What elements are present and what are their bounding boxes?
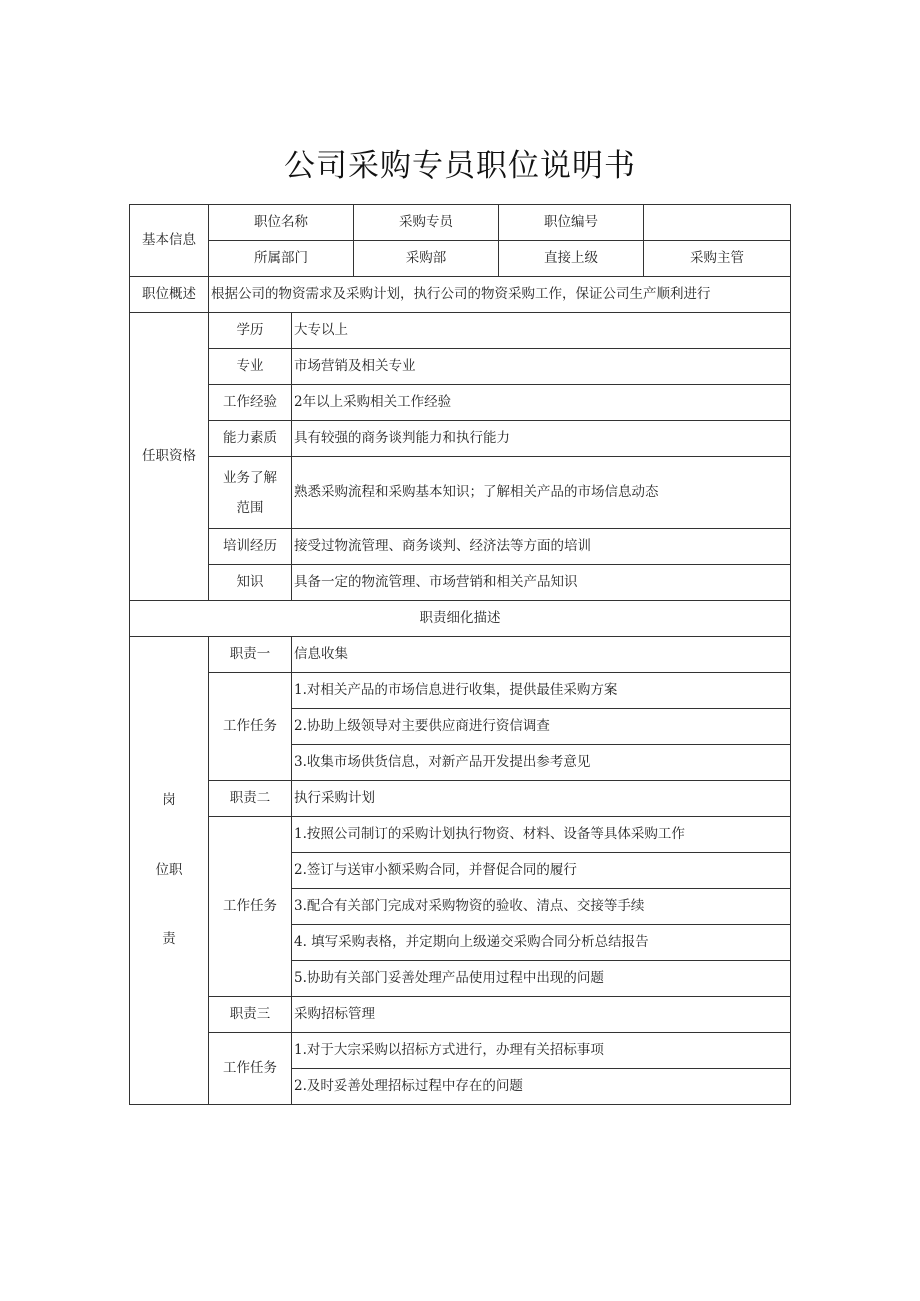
task-item: 1.对于大宗采购以招标方式进行，办理有关招标事项 bbox=[292, 1033, 791, 1069]
duty-title: 执行采购计划 bbox=[292, 781, 791, 817]
task-item: 2.及时妥善处理招标过程中存在的问题 bbox=[292, 1069, 791, 1105]
duties-side-label-part: 岗 bbox=[162, 792, 176, 809]
qualification-value: 具备一定的物流管理、市场营销和相关产品知识 bbox=[292, 565, 791, 601]
qualification-label-line: 业务了解 bbox=[223, 469, 277, 486]
table-row bbox=[130, 529, 791, 565]
qualification-label: 专业 bbox=[209, 349, 292, 385]
basic-info-label: 基本信息 bbox=[130, 205, 209, 277]
spacer bbox=[132, 877, 206, 933]
task-item: 5.协助有关部门妥善处理产品使用过程中出现的问题 bbox=[292, 961, 791, 997]
position-number-value bbox=[644, 205, 791, 241]
table-row bbox=[130, 241, 791, 277]
table-row bbox=[130, 997, 791, 1033]
duties-side-label-part: 位职 bbox=[155, 861, 183, 878]
task-item: 3.收集市场供货信息，对新产品开发提出参考意见 bbox=[292, 745, 791, 781]
table-row bbox=[130, 565, 791, 601]
duties-side-label bbox=[130, 637, 209, 1105]
task-item: 1.按照公司制订的采购计划执行物资、材料、设备等具体采购工作 bbox=[292, 817, 791, 853]
table-row bbox=[130, 601, 791, 637]
qualification-label bbox=[209, 457, 292, 529]
qualification-value: 大专以上 bbox=[292, 313, 791, 349]
duties-side-label-part: 责 bbox=[162, 931, 176, 948]
table-row bbox=[130, 277, 791, 313]
task-item: 2.协助上级领导对主要供应商进行资信调查 bbox=[292, 709, 791, 745]
supervisor-value: 采购主管 bbox=[644, 241, 791, 277]
table-row bbox=[130, 637, 791, 673]
qualification-label: 学历 bbox=[209, 313, 292, 349]
duty-title: 采购招标管理 bbox=[292, 997, 791, 1033]
table-row bbox=[130, 421, 791, 457]
table-row bbox=[130, 1033, 791, 1069]
spacer bbox=[132, 808, 206, 864]
duty-label: 职责三 bbox=[209, 997, 292, 1033]
supervisor-label: 直接上级 bbox=[499, 241, 644, 277]
task-label: 工作任务 bbox=[209, 817, 292, 997]
qualification-label: 培训经历 bbox=[209, 529, 292, 565]
qualifications-label: 任职资格 bbox=[130, 313, 209, 601]
table-row bbox=[130, 457, 791, 529]
qualification-value: 2年以上采购相关工作经验 bbox=[292, 385, 791, 421]
position-number-label: 职位编号 bbox=[499, 205, 644, 241]
table-row bbox=[130, 385, 791, 421]
qualification-value: 具有较强的商务谈判能力和执行能力 bbox=[292, 421, 791, 457]
department-value: 采购部 bbox=[354, 241, 499, 277]
task-item: 2.签订与送审小额采购合同，并督促合同的履行 bbox=[292, 853, 791, 889]
duty-label: 职责二 bbox=[209, 781, 292, 817]
task-item: 4. 填写采购表格，并定期向上级递交采购合同分析总结报告 bbox=[292, 925, 791, 961]
task-label: 工作任务 bbox=[209, 673, 292, 781]
qualification-label: 能力素质 bbox=[209, 421, 292, 457]
duty-title: 信息收集 bbox=[292, 637, 791, 673]
task-label: 工作任务 bbox=[209, 1033, 292, 1105]
table-row bbox=[130, 781, 791, 817]
overview-text: 根据公司的物资需求及采购计划，执行公司的物资采购工作，保证公司生产顺利进行 bbox=[209, 277, 791, 313]
position-name-value: 采购专员 bbox=[354, 205, 499, 241]
department-label: 所属部门 bbox=[209, 241, 354, 277]
duties-header: 职责细化描述 bbox=[130, 601, 791, 637]
position-name-label: 职位名称 bbox=[209, 205, 354, 241]
page-title: 公司采购专员职位说明书 bbox=[284, 148, 636, 184]
task-item: 1.对相关产品的市场信息进行收集，提供最佳采购方案 bbox=[292, 673, 791, 709]
table-row bbox=[130, 313, 791, 349]
overview-label: 职位概述 bbox=[130, 277, 209, 313]
qualification-label: 知识 bbox=[209, 565, 292, 601]
table-row bbox=[130, 205, 791, 241]
table-row bbox=[130, 673, 791, 709]
table-row bbox=[130, 817, 791, 853]
qualification-value: 熟悉采购流程和采购基本知识；了解相关产品的市场信息动态 bbox=[292, 457, 791, 529]
qualification-value: 接受过物流管理、商务谈判、经济法等方面的培训 bbox=[292, 529, 791, 565]
table-row bbox=[130, 349, 791, 385]
task-item: 3.配合有关部门完成对采购物资的验收、清点、交接等手续 bbox=[292, 889, 791, 925]
qualification-label-line: 范围 bbox=[236, 499, 264, 516]
qualification-value: 市场营销及相关专业 bbox=[292, 349, 791, 385]
job-description-table bbox=[129, 204, 791, 1105]
qualification-label: 工作经验 bbox=[209, 385, 292, 421]
duty-label: 职责一 bbox=[209, 637, 292, 673]
